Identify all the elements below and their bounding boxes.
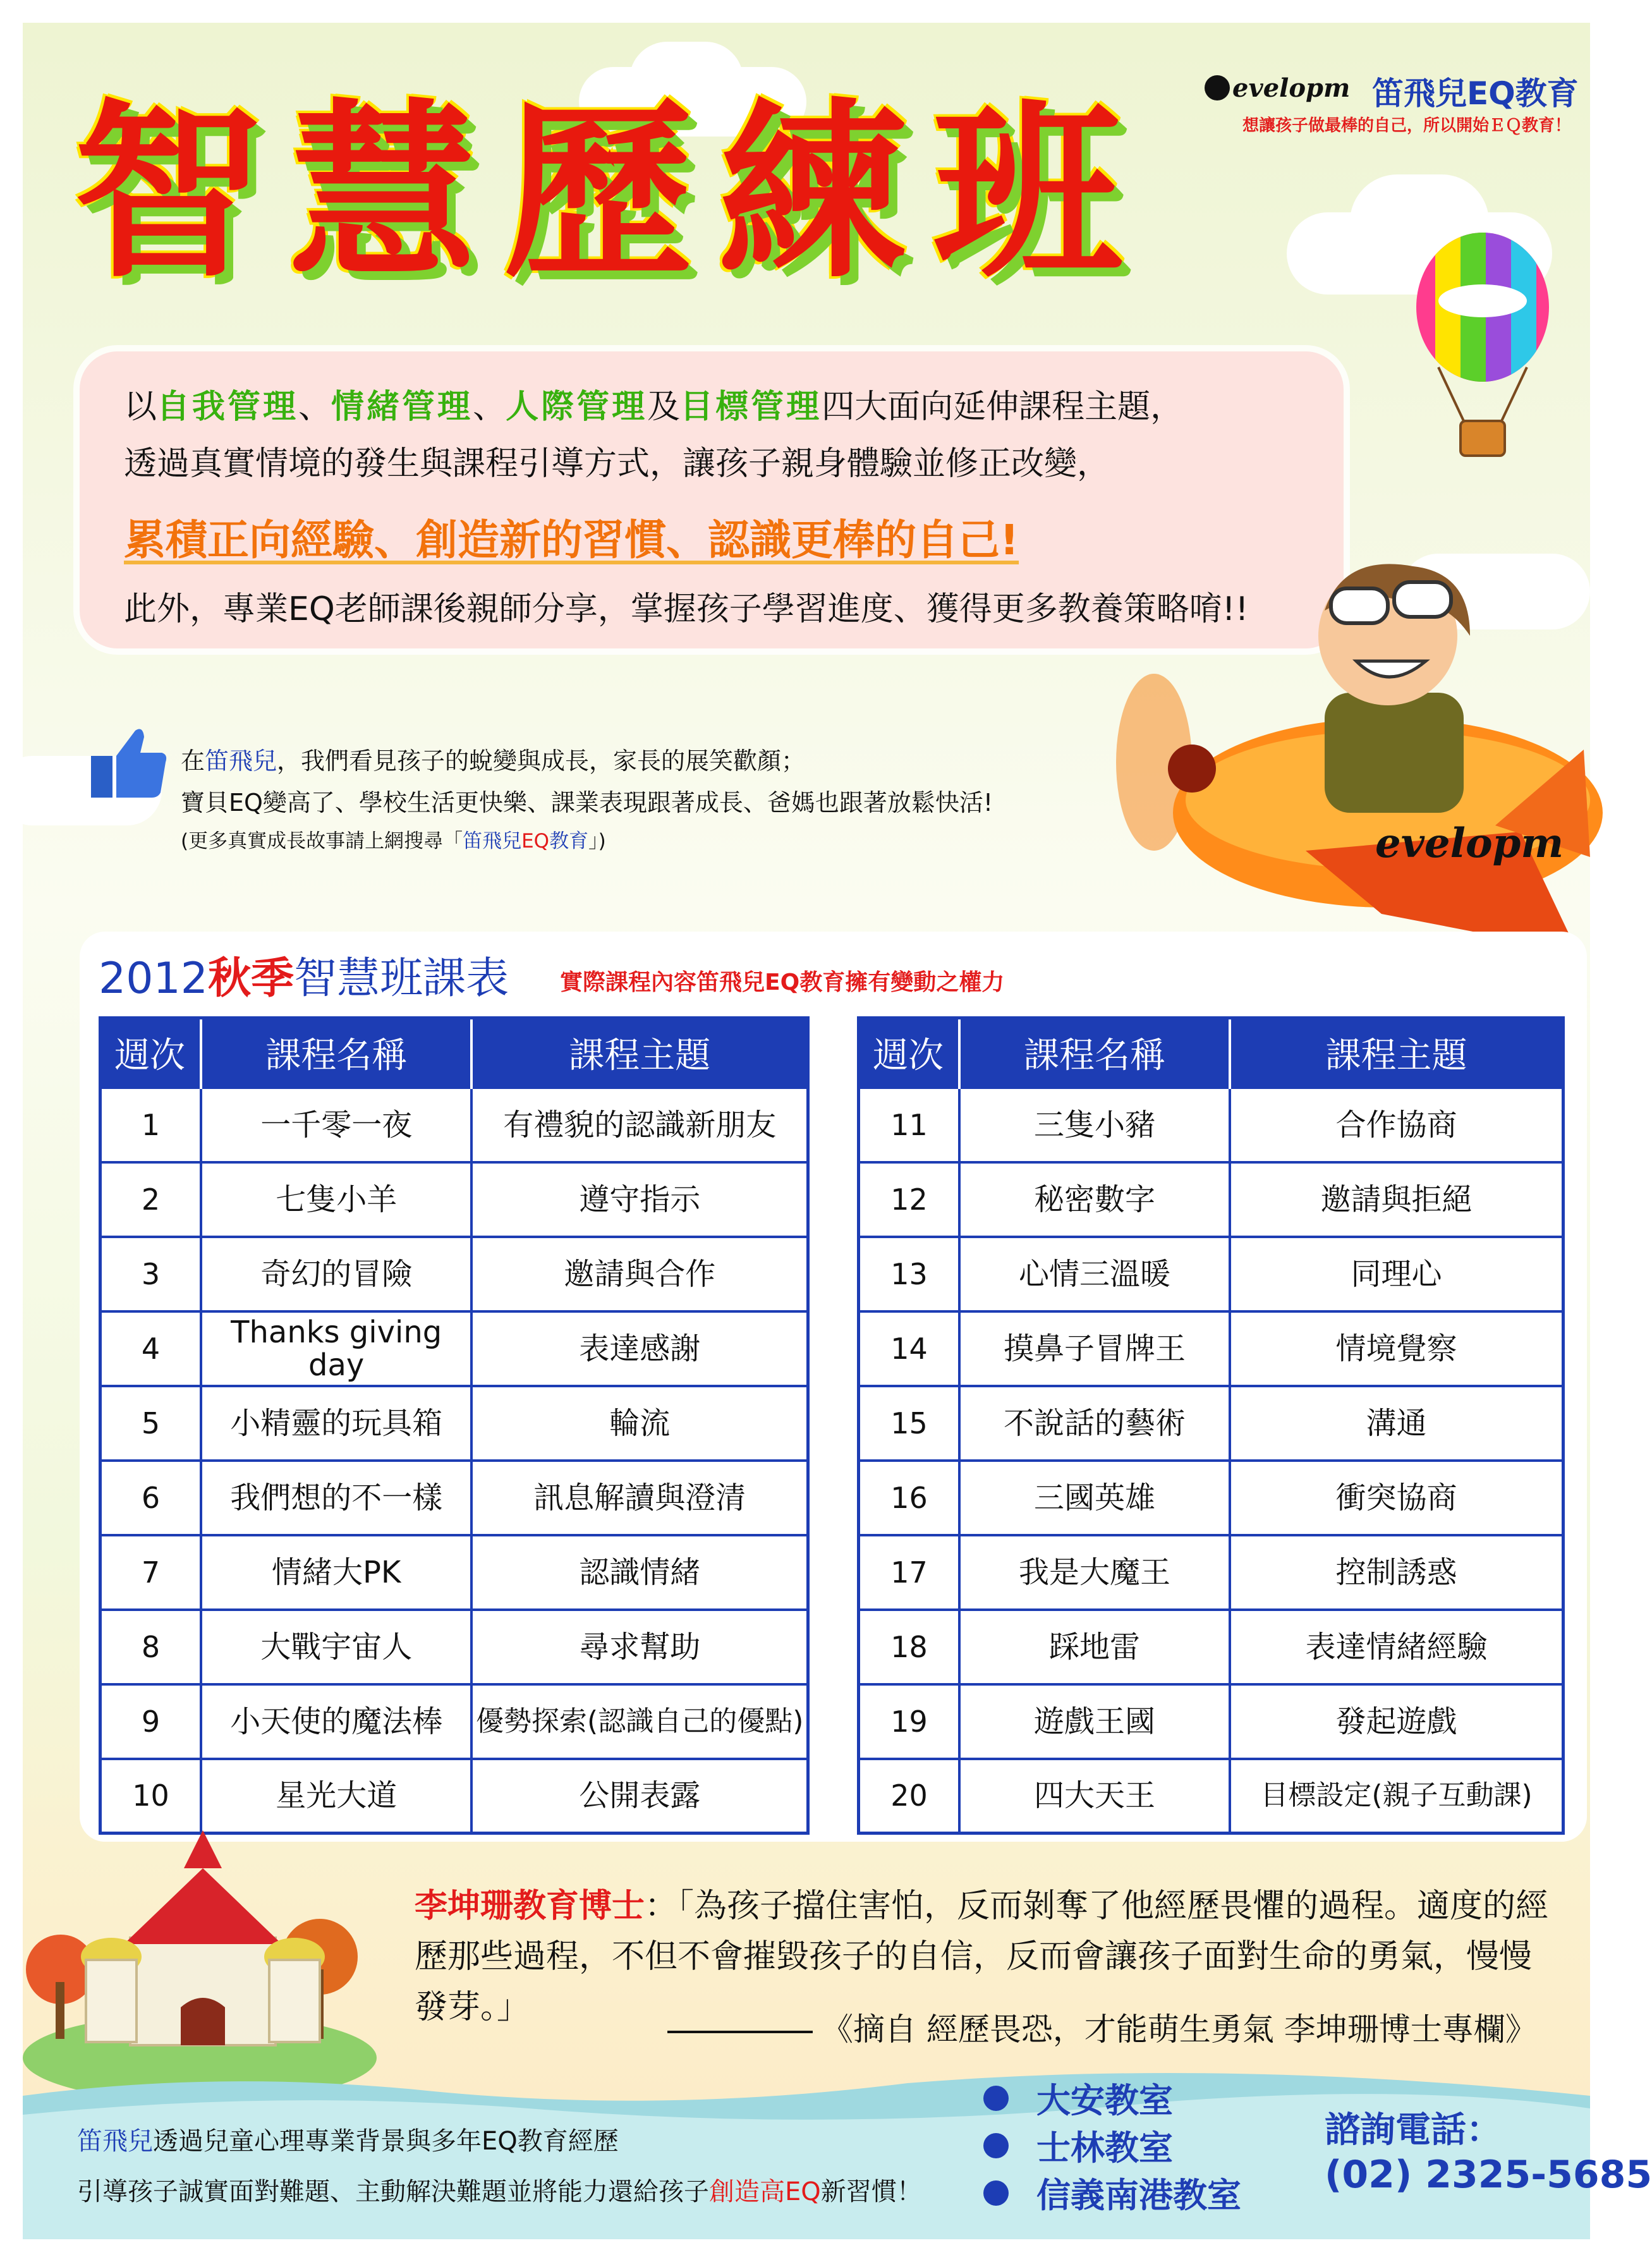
week-cell: 12 xyxy=(859,1162,960,1237)
course-name-cell: 心情三溫暖 xyxy=(959,1237,1230,1311)
week-cell: 7 xyxy=(100,1535,201,1610)
schedule-table-left xyxy=(99,1016,810,1835)
course-topic-cell: 輪流 xyxy=(471,1386,808,1461)
phone-label: 諮詢電話： xyxy=(1325,2110,1502,2151)
week-cell: 14 xyxy=(859,1311,960,1386)
week-cell: 19 xyxy=(859,1684,960,1759)
table-row xyxy=(100,1088,808,1162)
week-cell: 11 xyxy=(859,1088,960,1162)
thumbs-up-icon xyxy=(91,724,167,800)
week-cell: 16 xyxy=(859,1461,960,1535)
brand-slogan: 想讓孩子做最棒的自己，所以開始ＥＱ教育！ xyxy=(1242,116,1572,135)
table-row xyxy=(859,1162,1564,1237)
intro-line-2: 透過真實情境的發生與課程引導方式，讓孩子親身體驗並修正改變， xyxy=(124,445,1110,483)
bullet-icon xyxy=(983,2086,1009,2111)
course-name-cell: 我們想的不一樣 xyxy=(201,1461,471,1535)
header-week: 週次 xyxy=(859,1018,960,1088)
course-name-cell: 遊戲王國 xyxy=(959,1684,1230,1759)
intro-highlight: 累積正向經驗、創造新的習慣、認識更棒的自己! xyxy=(124,516,1019,564)
table-row xyxy=(859,1237,1564,1311)
phone-number: (02) 2325-5685 xyxy=(1325,2153,1652,2197)
course-topic-cell: 公開表露 xyxy=(471,1759,808,1833)
bullet-icon xyxy=(983,2180,1009,2206)
intro-line-1: 以自我管理、情緒管理、人際管理及目標管理四大面向延伸課程主題， xyxy=(124,388,1184,426)
course-topic-cell: 邀請與合作 xyxy=(471,1237,808,1311)
course-topic-cell: 溝通 xyxy=(1230,1386,1564,1461)
table-row xyxy=(100,1461,808,1535)
table-row xyxy=(100,1535,808,1610)
course-name-cell: 大戰宇宙人 xyxy=(201,1610,471,1684)
table-row xyxy=(859,1759,1564,1833)
course-name-cell: 一千零一夜 xyxy=(201,1088,471,1162)
brand-name: 笛飛兒EQ教育 xyxy=(1372,75,1579,112)
table-row xyxy=(100,1162,808,1237)
header-course-name: 課程名稱 xyxy=(959,1018,1230,1088)
week-cell: 2 xyxy=(100,1162,201,1237)
course-name-cell: 三國英雄 xyxy=(959,1461,1230,1535)
testimonial-line-3: (更多真實成長故事請上網搜尋「笛飛兒EQ教育」) xyxy=(181,830,606,853)
week-cell: 1 xyxy=(100,1088,201,1162)
table-row xyxy=(100,1311,808,1386)
course-name-cell: 秘密數字 xyxy=(959,1162,1230,1237)
week-cell: 17 xyxy=(859,1535,960,1610)
header-course-topic: 課程主題 xyxy=(1230,1018,1564,1088)
course-topic-cell: 邀請與拒絕 xyxy=(1230,1162,1564,1237)
course-topic-cell: 發起遊戲 xyxy=(1230,1684,1564,1759)
page-title: 智慧歷練班 xyxy=(73,83,1148,303)
week-cell: 6 xyxy=(100,1461,201,1535)
quote-author: 李坤珊教育博士 xyxy=(415,1887,645,1925)
quote-text: 「為孩子擋住害怕，反而剝奪了他經歷畏懼的過程。適度的經歷那些過程，不但不會摧毀孩子的自信，反而會讓孩子面對生命的勇氣，慢慢發芽。」 xyxy=(415,1887,1549,2026)
table-row xyxy=(859,1684,1564,1759)
header-week: 週次 xyxy=(100,1018,201,1088)
schedule-title: 2012秋季智慧班課表 xyxy=(99,954,509,1004)
table-row xyxy=(100,1759,808,1833)
flyer-page xyxy=(23,23,1652,2239)
course-name-cell: 四大天王 xyxy=(959,1759,1230,1833)
course-topic-cell: 有禮貌的認識新朋友 xyxy=(471,1088,808,1162)
course-name-cell: 摸鼻子冒牌王 xyxy=(959,1311,1230,1386)
table-row xyxy=(859,1461,1564,1535)
week-cell: 10 xyxy=(100,1759,201,1833)
course-topic-cell: 目標設定(親子互動課) xyxy=(1230,1759,1564,1833)
table-row xyxy=(100,1610,808,1684)
testimonial xyxy=(181,740,993,859)
course-topic-cell: 同理心 xyxy=(1230,1237,1564,1311)
svg-text:evelopm: evelopm xyxy=(1375,820,1564,867)
table-row xyxy=(100,1684,808,1759)
week-cell: 13 xyxy=(859,1237,960,1311)
course-topic-cell: 訊息解讀與澄清 xyxy=(471,1461,808,1535)
course-topic-cell: 表達感謝 xyxy=(471,1311,808,1386)
week-cell: 18 xyxy=(859,1610,960,1684)
schedule-note: 實際課程內容笛飛兒EQ教育擁有變動之權力 xyxy=(560,970,1005,995)
week-cell: 4 xyxy=(100,1311,201,1386)
testimonial-line-1: 在笛飛兒，我們看見孩子的蛻變與成長，家長的展笑歡顏； xyxy=(181,747,806,775)
course-topic-cell: 控制誘惑 xyxy=(1230,1535,1564,1610)
schedule-panel xyxy=(80,932,1587,1842)
course-topic-cell: 衝突協商 xyxy=(1230,1461,1564,1535)
table-row xyxy=(859,1610,1564,1684)
week-cell: 3 xyxy=(100,1237,201,1311)
course-topic-cell: 情境覺察 xyxy=(1230,1311,1564,1386)
course-name-cell: 我是大魔王 xyxy=(959,1535,1230,1610)
week-cell: 5 xyxy=(100,1386,201,1461)
week-cell: 15 xyxy=(859,1386,960,1461)
hot-air-balloon xyxy=(1410,231,1555,471)
footer-line-1: 笛飛兒透過兒童心理專業背景與多年EQ教育經歷 xyxy=(77,2127,619,2156)
location-daan: 大安教室 xyxy=(983,2074,1274,2122)
course-topic-cell: 表達情緒經驗 xyxy=(1230,1610,1564,1684)
header-course-name: 課程名稱 xyxy=(201,1018,471,1088)
castle-illustration xyxy=(23,1830,377,2096)
course-name-cell: 七隻小羊 xyxy=(201,1162,471,1237)
schedule-table-right xyxy=(857,1016,1565,1835)
location-shilin: 士林教室 xyxy=(983,2121,1274,2170)
quote-source: 《摘自 經歷畏恐，才能萌生勇氣 李坤珊博士專欄》 xyxy=(667,2004,1537,2050)
course-topic-cell: 合作協商 xyxy=(1230,1088,1564,1162)
course-name-cell: 不說話的藝術 xyxy=(959,1386,1230,1461)
week-cell: 9 xyxy=(100,1684,201,1759)
course-topic-cell: 認識情緒 xyxy=(471,1535,808,1610)
course-topic-cell: 優勢探索(認識自己的優點) xyxy=(471,1684,808,1759)
course-name-cell: 星光大道 xyxy=(201,1759,471,1833)
table-row xyxy=(100,1386,808,1461)
course-topic-cell: 遵守指示 xyxy=(471,1162,808,1237)
course-name-cell: Thanks giving day xyxy=(201,1311,471,1386)
table-row xyxy=(859,1311,1564,1386)
bullet-icon xyxy=(983,2133,1009,2158)
course-name-cell: 小精靈的玩具箱 xyxy=(201,1386,471,1461)
course-name-cell: 踩地雷 xyxy=(959,1610,1230,1684)
intro-line-4: 此外，專業EQ老師課後親師分享，掌握孩子學習進度、獲得更多教養策略唷!! xyxy=(124,590,1249,628)
table-row xyxy=(100,1237,808,1311)
brand-logo xyxy=(1205,68,1577,138)
table-row xyxy=(859,1386,1564,1461)
logo-mark: evelopm xyxy=(1205,73,1350,103)
course-topic-cell: 尋求幫助 xyxy=(471,1610,808,1684)
course-name-cell: 情緒大PK xyxy=(201,1535,471,1610)
week-cell: 8 xyxy=(100,1610,201,1684)
week-cell: 20 xyxy=(859,1759,960,1833)
course-name-cell: 小天使的魔法棒 xyxy=(201,1684,471,1759)
table-row xyxy=(859,1535,1564,1610)
table-row xyxy=(859,1088,1564,1162)
location-xinyi-nangang: 信義南港教室 xyxy=(983,2168,1274,2217)
course-name-cell: 奇幻的冒險 xyxy=(201,1237,471,1311)
footer-line-2: 引導孩子誠實面對難題、主動解決難題並將能力還給孩子創造高EQ新習慣！ xyxy=(77,2177,922,2206)
course-name-cell: 三隻小豬 xyxy=(959,1088,1230,1162)
expert-quote: 李坤珊教育博士：「為孩子擋住害怕，反而剝奪了他經歷畏懼的過程。適度的經歷那些過程，不但不會摧毀孩子的自信，反而會讓孩子面對生命的勇氣，慢慢發芽。」 xyxy=(415,1887,1549,2026)
testimonial-line-2: 寶貝EQ變高了、學校生活更快樂、課業表現跟著成長、爸媽也跟著放鬆快活! xyxy=(181,789,993,817)
header-course-topic: 課程主題 xyxy=(471,1018,808,1088)
